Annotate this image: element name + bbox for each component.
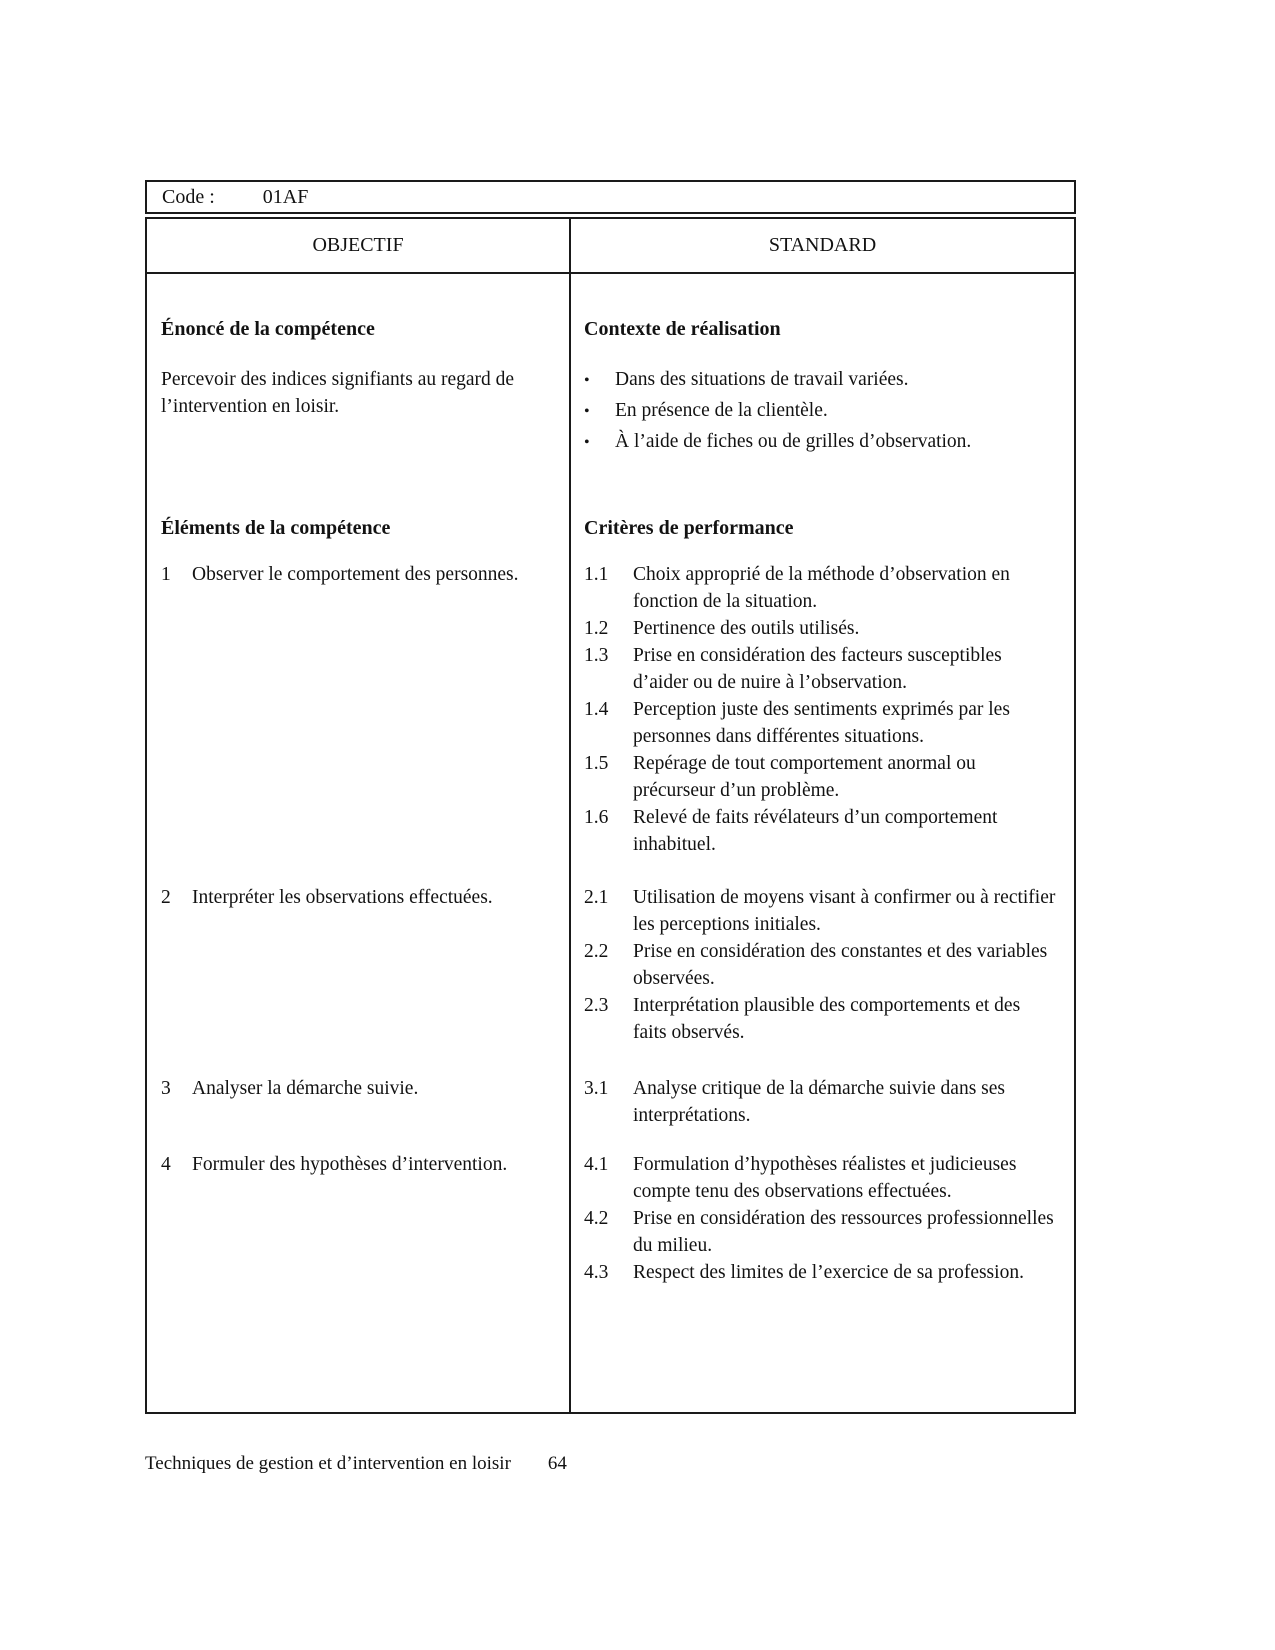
criterion-text: Pertinence des outils utilisés. (633, 618, 860, 639)
criterion-number: 2.1 (584, 887, 609, 908)
header-objectif: OBJECTIF (147, 219, 571, 272)
contexte-title: Contexte de réalisation (584, 318, 781, 340)
contexte-list (584, 366, 1058, 456)
element-item (161, 561, 539, 588)
criterion-text: Relevé de faits révélateurs d’un comportement inhabituel. (633, 807, 998, 855)
criterion (584, 992, 1058, 1046)
element-text: Interpréter les observations effectuées. (192, 887, 493, 908)
criterion-text: Choix approprié de la méthode d’observation en fonction de la situation. (633, 564, 1010, 612)
criterion-text: Utilisation de moyens visant à confirmer ou à rectifier les perceptions initiales. (633, 887, 1056, 935)
code-label: Code : (162, 185, 215, 208)
list-item (584, 366, 1058, 394)
criterion-number: 1.5 (584, 753, 609, 774)
cell-criteria-4 (571, 1151, 1074, 1286)
element-number: 3 (161, 1078, 171, 1099)
row-element-1 (147, 561, 1074, 884)
contexte-item-text: À l’aide de fiches ou de grilles d’observation. (615, 431, 972, 452)
cell-enonce (147, 274, 571, 515)
list-item (584, 428, 1058, 456)
cell-filler-left (147, 1286, 571, 1412)
list-item (584, 397, 1058, 425)
criterion-number: 1.1 (584, 564, 609, 585)
criterion (584, 804, 1058, 858)
code-row (145, 180, 1076, 214)
table-body (147, 274, 1074, 1412)
criterion (584, 561, 1058, 615)
cell-element-1 (147, 561, 571, 884)
criterion-number: 1.2 (584, 618, 609, 639)
cell-criteres-title (571, 515, 1074, 561)
criterion-number: 2.3 (584, 995, 609, 1016)
cell-criteria-2 (571, 884, 1074, 1075)
main-table (145, 217, 1076, 1414)
criterion-text: Prise en considération des ressources professionnelles du milieu. (633, 1208, 1054, 1256)
header-standard: STANDARD (768, 234, 877, 256)
cell-element-2 (147, 884, 571, 1075)
footer-title: Techniques de gestion et d’intervention en loisir (145, 1453, 511, 1474)
enonce-title: Énoncé de la compétence (161, 318, 375, 340)
criterion (584, 750, 1058, 804)
criterion (584, 696, 1058, 750)
criterion-number: 1.3 (584, 645, 609, 666)
row-enonce-contexte (147, 274, 1074, 515)
row-element-4 (147, 1151, 1074, 1286)
bullet-icon: • (584, 403, 590, 420)
criterion-text: Perception juste des sentiments exprimés par les personnes dans différentes situations. (633, 699, 1010, 747)
row-element-3 (147, 1075, 1074, 1151)
code-value: 01AF (262, 185, 309, 208)
element-text: Analyser la démarche suivie. (192, 1078, 419, 1099)
element-item (161, 1151, 539, 1178)
criterion (584, 615, 1058, 642)
cell-element-4 (147, 1151, 571, 1286)
cell-contexte (571, 274, 1074, 515)
element-item (161, 1075, 539, 1102)
bullet-icon: • (584, 434, 590, 451)
row-section-titles (147, 515, 1074, 561)
element-text: Formuler des hypothèses d’intervention. (192, 1154, 508, 1175)
element-number: 4 (161, 1154, 171, 1175)
row-filler (147, 1286, 1074, 1412)
criterion (584, 1259, 1058, 1286)
criterion (584, 1075, 1058, 1129)
element-number: 1 (161, 564, 171, 585)
cell-elements-title (147, 515, 571, 561)
criterion-text: Prise en considération des facteurs susceptibles d’aider ou de nuire à l’observation. (633, 645, 1002, 693)
criterion-text: Interprétation plausible des comportements et des faits observés. (633, 995, 1021, 1043)
criterion (584, 1205, 1058, 1259)
criterion-text: Respect des limites de l’exercice de sa profession. (633, 1262, 1024, 1283)
criterion-number: 1.6 (584, 807, 609, 828)
elements-title: Éléments de la compétence (161, 517, 391, 539)
element-item (161, 884, 539, 911)
criterion (584, 938, 1058, 992)
footer-page-number: 64 (547, 1453, 567, 1474)
criterion-number: 4.1 (584, 1154, 609, 1175)
table-header-row (147, 219, 1074, 274)
cell-criteria-3 (571, 1075, 1074, 1151)
element-text: Observer le comportement des personnes. (192, 564, 519, 585)
criterion-number: 4.2 (584, 1208, 609, 1229)
competency-table (145, 180, 1076, 1414)
criterion-text: Repérage de tout comportement anormal ou précurseur d’un problème. (633, 753, 976, 801)
cell-element-3 (147, 1075, 571, 1151)
page-footer (145, 1450, 567, 1477)
contexte-item-text: Dans des situations de travail variées. (615, 369, 909, 390)
criterion (584, 1151, 1058, 1205)
criterion-number: 3.1 (584, 1078, 609, 1099)
criterion-text: Prise en considération des constantes et des variables observées. (633, 941, 1048, 989)
enonce-text: Percevoir des indices signifiants au regard de l’intervention en loisir. (161, 369, 515, 417)
criterion (584, 884, 1058, 938)
element-number: 2 (161, 887, 171, 908)
cell-filler-right (571, 1286, 1074, 1412)
cell-criteria-1 (571, 561, 1074, 884)
bullet-icon: • (584, 372, 590, 389)
criterion-text: Formulation d’hypothèses réalistes et judicieuses compte tenu des observations effectuées. (633, 1154, 1017, 1202)
criterion (584, 642, 1058, 696)
criterion-number: 2.2 (584, 941, 609, 962)
row-element-2 (147, 884, 1074, 1075)
criterion-number: 1.4 (584, 699, 609, 720)
criterion-number: 4.3 (584, 1262, 609, 1283)
criteres-title: Critères de performance (584, 517, 794, 539)
criterion-text: Analyse critique de la démarche suivie dans ses interprétations. (633, 1078, 1005, 1126)
contexte-item-text: En présence de la clientèle. (615, 400, 828, 421)
